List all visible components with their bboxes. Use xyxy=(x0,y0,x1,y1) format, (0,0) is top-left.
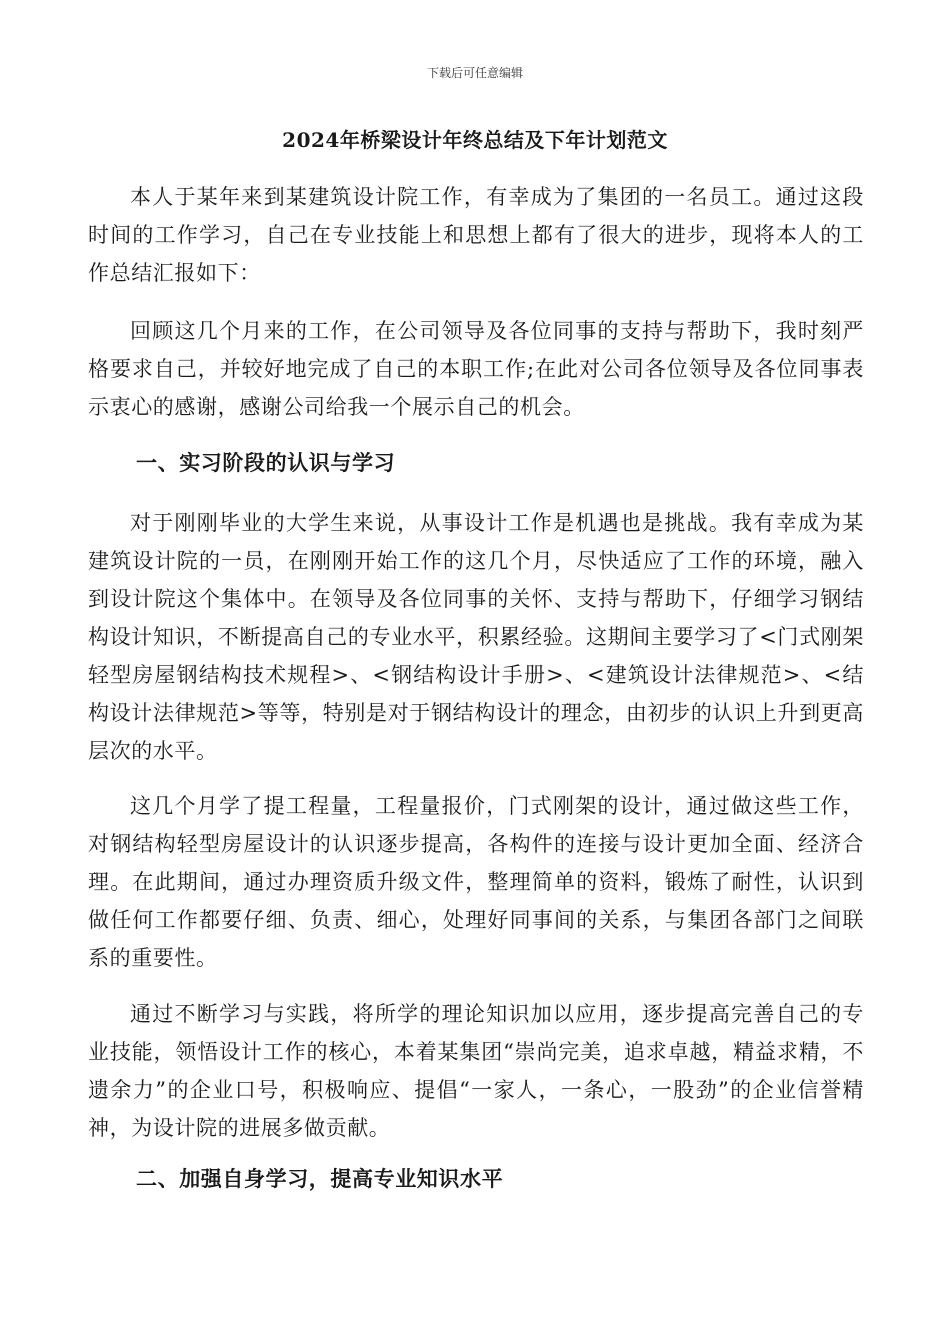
paragraph-learned: 这几个月学了提工程量，工程量报价，门式刚架的设计，通过做这些工作，对钢结构轻型房屋设计的认识逐步提高，各构件的连接与设计更加全面、经济合理。在此期间，通过办理资质升级文件，整理简单的资料，锻炼了耐性，认识到做任何工作都要仔细、负责、细心，处理好同事间的关系，与集团各部门之间联系的重要性。 xyxy=(88,794,864,970)
paragraph-internship: 对于刚刚毕业的大学生来说，从事设计工作是机遇也是挑战。我有幸成为某建筑设计院的一员，在刚刚开始工作的这几个月，尽快适应了工作的环境，融入到设计院这个集体中。在领导及各位同事的关怀、支持与帮助下，仔细学习钢结构设计知识，不断提高自己的专业水平，积累经验。这期间主要学习了<门式刚架轻型房屋钢结构技术规程>、<钢结构设计手册>、<建筑设计法律规范>、<结构设计法律规范>等等，特别是对于钢结构设计的理念，由初步的认识上升到更高层次的水平。 xyxy=(88,511,864,763)
header-note: 下载后可任意编辑 xyxy=(426,66,523,80)
paragraph-practice: 通过不断学习与实践，将所学的理论知识加以应用，逐步提高完善自己的专业技能，领悟设计工作的核心，本着某集团“崇尚完美，追求卓越，精益求精，不遗余力”的企业口号，积极响应、提倡“一家人，一条心，一股劲”的企业信誉精神，为设计院的进展多做贡献。 xyxy=(88,1002,864,1140)
section-heading-2: 二、加强自身学习，提高专业知识水平 xyxy=(136,1166,504,1191)
paragraph-intro: 本人于某年来到某建筑设计院工作，有幸成为了集团的一名员工。通过这段时间的工作学习，自己在专业技能上和思想上都有了很大的进步，现将本人的工作总结汇报如下： xyxy=(88,185,864,285)
document-title: 2024年桥梁设计年终总结及下年计划范文 xyxy=(282,128,668,152)
paragraph-review: 回顾这几个月来的工作，在公司领导及各位同事的支持与帮助下，我时刻严格要求自己，并较好地完成了自己的本职工作;在此对公司各位领导及各位同事表示衷心的感谢，感谢公司给我一个展示自己的机会。 xyxy=(88,319,864,419)
section-heading-1: 一、实习阶段的认识与学习 xyxy=(136,450,396,475)
